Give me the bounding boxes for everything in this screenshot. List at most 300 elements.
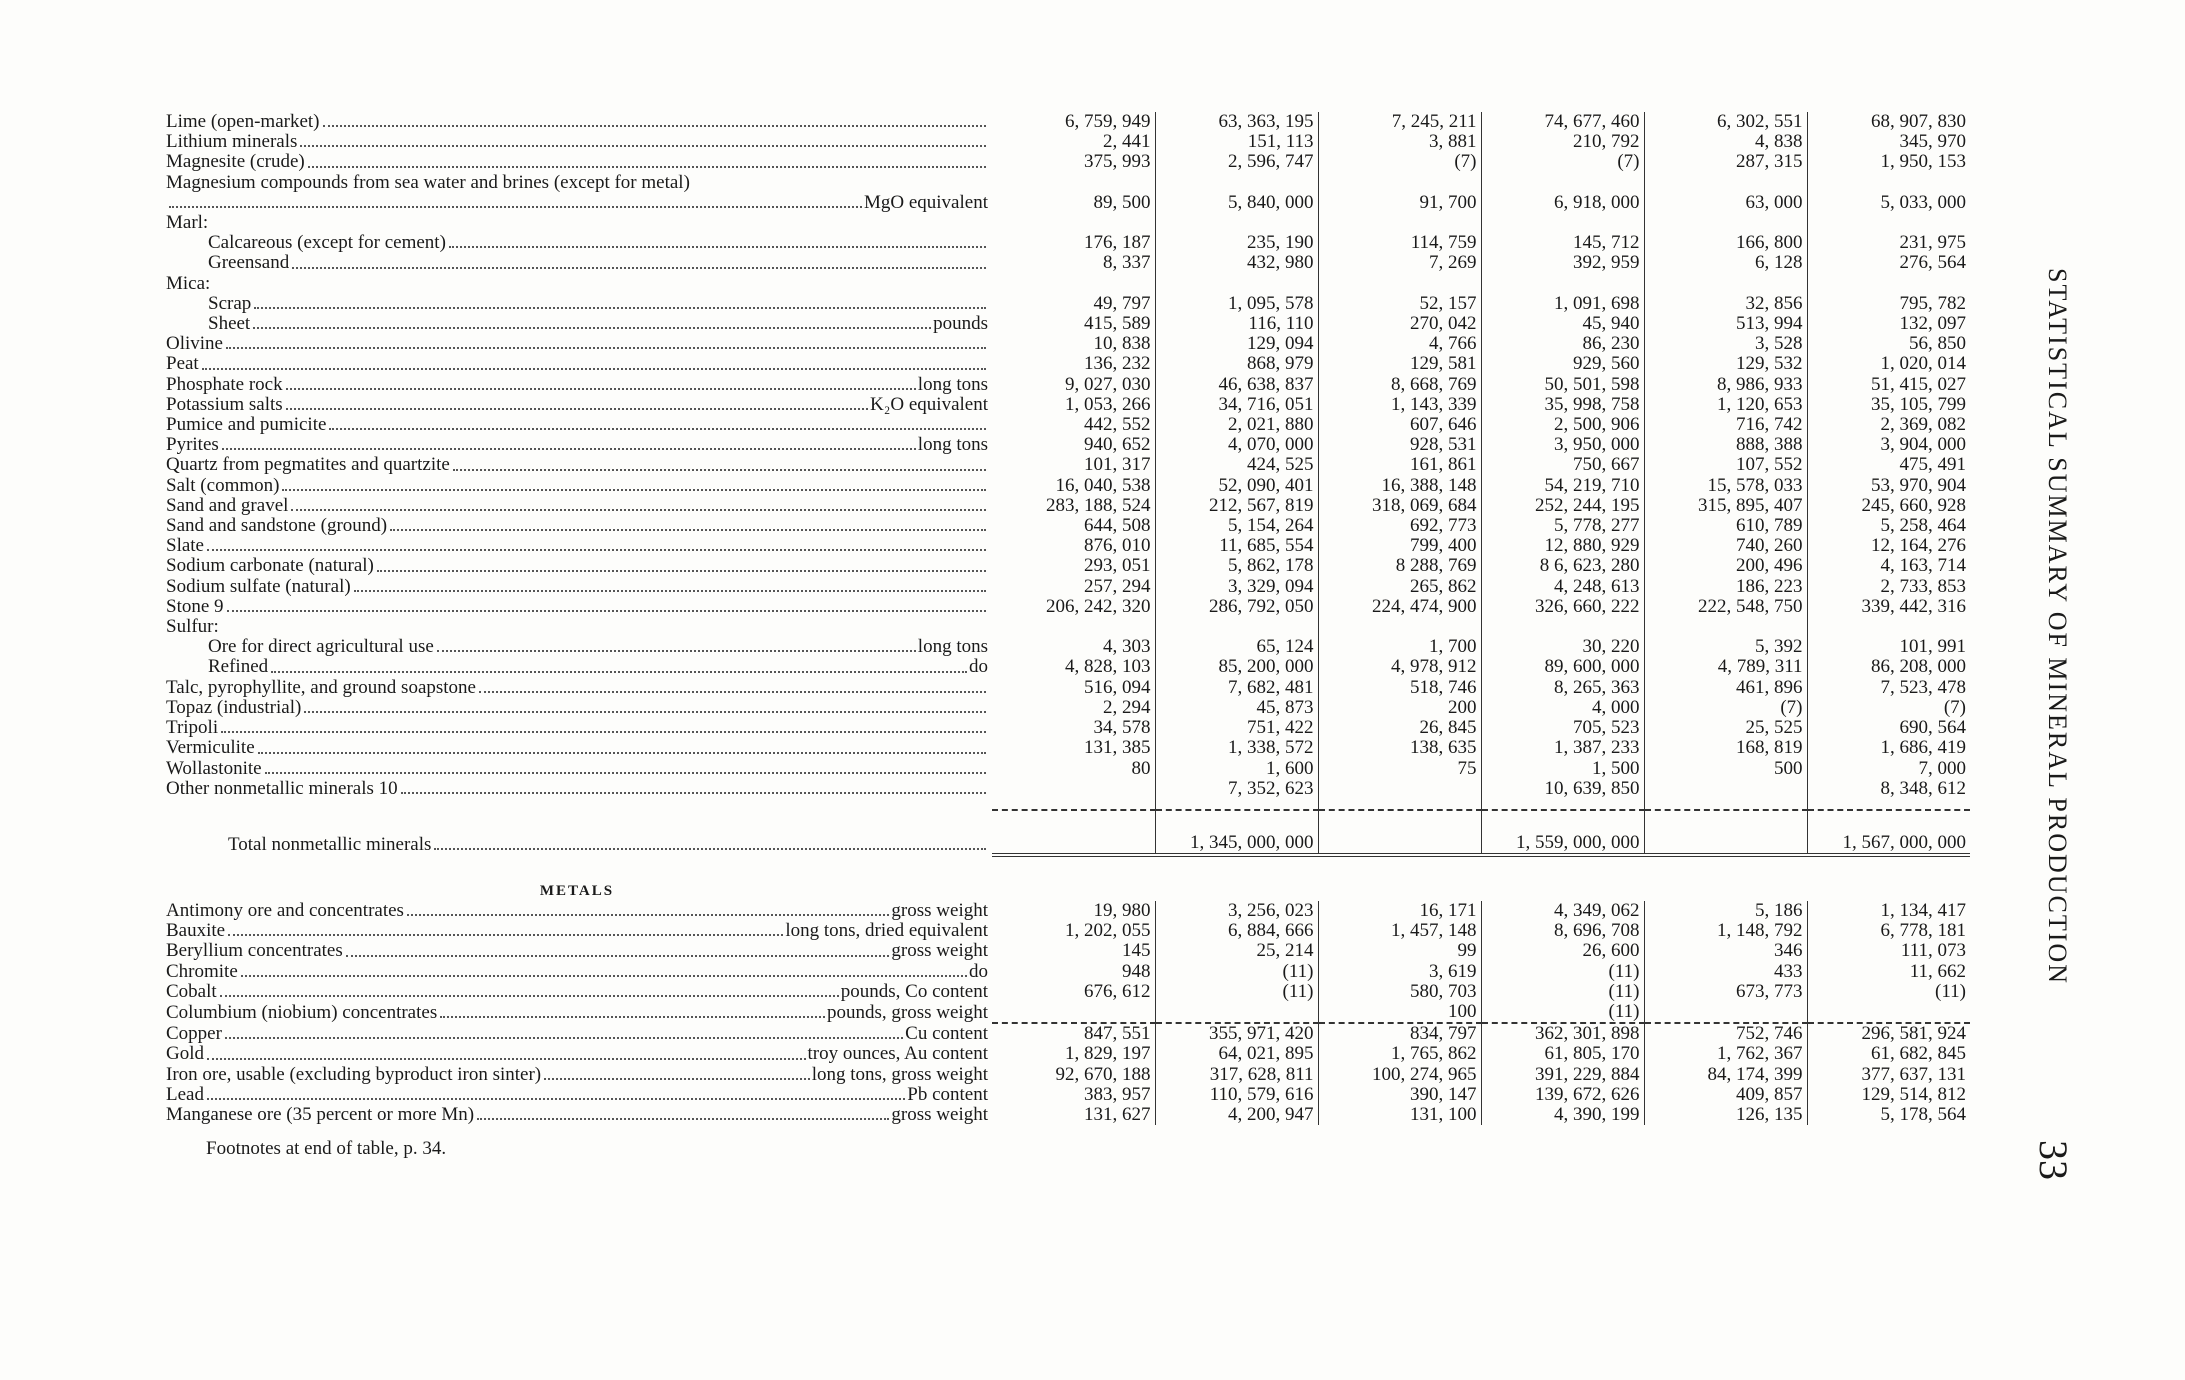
value-cell: 705, 523: [1481, 718, 1644, 738]
value-cell: 91, 700: [1318, 193, 1481, 213]
value-cell: 3, 329, 094: [1155, 577, 1318, 597]
value-cell: 74, 677, 460: [1481, 112, 1644, 132]
value-cell: 318, 069, 684: [1318, 496, 1481, 516]
value-cell: 1, 700: [1318, 637, 1481, 657]
value-cell: 1, 829, 197: [992, 1044, 1155, 1064]
value-cell: 101, 991: [1899, 637, 1966, 658]
dot-leader: [286, 408, 868, 410]
table-row: [162, 718, 1970, 738]
value-cell: 7, 000: [1918, 758, 1966, 779]
value-cell: 63, 000: [1644, 193, 1807, 213]
value-cell: [992, 274, 1155, 294]
value-cell: 63, 363, 195: [1155, 112, 1318, 132]
value-cell: [992, 779, 1155, 799]
value-cell: 716, 742: [1644, 415, 1807, 435]
table-row: [162, 597, 1970, 617]
value-cell: [1318, 274, 1481, 294]
row-label: [162, 678, 992, 698]
value-cell: [1155, 617, 1318, 637]
table-row: [162, 193, 1970, 213]
table-row: [162, 536, 1970, 556]
row-label: [162, 941, 992, 961]
dot-leader: [207, 1098, 905, 1100]
value-cell: 65, 124: [1155, 637, 1318, 657]
row-name: Phosphate rock: [166, 374, 283, 395]
value-cell: 346: [1644, 941, 1807, 961]
table-row: [162, 637, 1970, 657]
value-cell: (11): [1481, 962, 1644, 982]
dot-leader: [323, 125, 986, 127]
value-cell: 355, 971, 420: [1155, 1023, 1318, 1044]
value-cell: 2, 021, 880: [1155, 415, 1318, 435]
value-cell: 8, 265, 363: [1481, 678, 1644, 698]
value-cell: 161, 861: [1318, 455, 1481, 475]
value-cell: 2, 294: [992, 698, 1155, 718]
value-cell: 415, 589: [992, 314, 1155, 334]
value-cell: 1, 134, 417: [1880, 900, 1966, 921]
row-name: Marl:: [166, 213, 209, 234]
row-label: [162, 1044, 992, 1064]
row-name: Sand and sandstone (ground): [166, 516, 388, 537]
value-cell: 92, 670, 188: [992, 1065, 1155, 1085]
value-cell: 1, 120, 653: [1644, 395, 1807, 415]
value-cell: 85, 200, 000: [1155, 657, 1318, 677]
table-row: [162, 375, 1970, 395]
value-cell: 89, 600, 000: [1481, 657, 1644, 677]
row-label: [162, 294, 992, 314]
row-name: Columbium (niobium) concentrates: [166, 1001, 438, 1023]
dot-leader: [401, 792, 986, 794]
value-cell: [1644, 1002, 1807, 1023]
value-cell: 6, 778, 181: [1880, 921, 1966, 942]
dot-leader: [202, 368, 986, 370]
value-cell: 168, 819: [1644, 738, 1807, 758]
value-cell: 377, 637, 131: [1861, 1064, 1966, 1085]
value-cell: [1807, 617, 1970, 637]
value-cell: [1644, 213, 1807, 233]
row-name: Mica:: [166, 273, 211, 294]
table-row: [162, 982, 1970, 1002]
value-cell: 68, 907, 830: [1871, 112, 1966, 132]
row-label: [162, 516, 992, 536]
value-cell: [1807, 213, 1970, 233]
value-cell: 12, 164, 276: [1871, 536, 1966, 557]
table-row: [162, 1105, 1970, 1125]
value-cell: 1, 600: [1155, 759, 1318, 779]
value-cell: 6, 302, 551: [1644, 112, 1807, 132]
value-cell: [1318, 779, 1481, 799]
table-row: [162, 132, 1970, 152]
value-cell: 61, 805, 170: [1481, 1044, 1644, 1064]
row-name: Refined: [208, 657, 269, 678]
row-label: [162, 556, 992, 576]
row-label: [162, 415, 992, 435]
value-cell: 940, 652: [992, 435, 1155, 455]
value-cell: (11): [1481, 1002, 1644, 1023]
value-cell: 1, 950, 153: [1880, 152, 1966, 173]
value-cell: 84, 174, 399: [1644, 1065, 1807, 1085]
table-row: [162, 1023, 1970, 1044]
table-row: [162, 678, 1970, 698]
value-cell: 2, 500, 906: [1481, 415, 1644, 435]
value-cell: 129, 532: [1644, 354, 1807, 374]
value-cell: 409, 857: [1644, 1085, 1807, 1105]
table-row: [162, 455, 1970, 475]
value-cell: 8, 668, 769: [1318, 375, 1481, 395]
value-cell: 89, 500: [992, 193, 1155, 213]
value-cell: 383, 957: [992, 1085, 1155, 1105]
row-name: Potassium salts: [166, 394, 283, 415]
value-cell: 222, 548, 750: [1644, 597, 1807, 617]
row-name: Talc, pyrophyllite, and ground soapstone: [166, 677, 476, 698]
value-cell: 45, 940: [1481, 314, 1644, 334]
value-cell: 4, 828, 103: [992, 657, 1155, 677]
value-cell: 676, 612: [992, 982, 1155, 1002]
value-cell: [992, 173, 1155, 193]
dot-leader: [207, 1058, 806, 1060]
table-row: [162, 1065, 1970, 1085]
value-cell: 868, 979: [1155, 354, 1318, 374]
dot-leader: [258, 752, 986, 754]
value-cell: 4, 200, 947: [1155, 1105, 1318, 1125]
row-unit: long tons, dried equivalent: [785, 921, 988, 942]
row-name: Sulfur:: [166, 617, 219, 638]
value-cell: (11): [1155, 962, 1318, 982]
row-name: Slate: [166, 536, 204, 557]
row-label: [162, 233, 992, 253]
row-name: Greensand: [208, 253, 290, 274]
value-cell: 49, 797: [992, 294, 1155, 314]
value-cell: 283, 188, 524: [992, 496, 1155, 516]
row-label: [162, 354, 992, 374]
value-cell: 52, 090, 401: [1155, 476, 1318, 496]
value-cell: 131, 627: [992, 1105, 1155, 1125]
value-cell: 5, 258, 464: [1880, 516, 1966, 537]
dot-leader: [477, 1118, 889, 1120]
value-cell: 5, 033, 000: [1880, 192, 1966, 213]
value-cell: 129, 094: [1155, 334, 1318, 354]
row-name: Olivine: [166, 334, 223, 355]
dot-leader: [207, 549, 986, 551]
value-cell: 3, 528: [1644, 334, 1807, 354]
value-cell: [992, 617, 1155, 637]
value-cell: 286, 792, 050: [1155, 597, 1318, 617]
row-label: [162, 173, 992, 193]
value-cell: 1, 053, 266: [992, 395, 1155, 415]
value-cell: [1318, 810, 1481, 855]
dot-leader: [434, 848, 986, 850]
value-cell: 4, 000: [1481, 698, 1644, 718]
table-row: [162, 274, 1970, 294]
row-label: [162, 617, 992, 637]
value-cell: 834, 797: [1318, 1023, 1481, 1044]
value-cell: 740, 260: [1644, 536, 1807, 556]
row-name: Sodium carbonate (natural): [166, 556, 374, 577]
value-cell: 4, 070, 000: [1155, 435, 1318, 455]
value-cell: 2, 441: [992, 132, 1155, 152]
value-cell: 265, 862: [1318, 577, 1481, 597]
dot-leader: [308, 166, 986, 168]
rule-row: [162, 799, 1970, 810]
table-row: [162, 1085, 1970, 1105]
table-row: [162, 1002, 1970, 1023]
value-cell: [1644, 779, 1807, 799]
table-row: [162, 152, 1970, 172]
value-cell: 100, 274, 965: [1318, 1065, 1481, 1085]
dot-leader: [440, 1016, 825, 1018]
row-unit: long tons, gross weight: [811, 1064, 988, 1085]
value-cell: 166, 800: [1644, 233, 1807, 253]
value-cell: 692, 773: [1318, 516, 1481, 536]
dot-leader: [286, 388, 916, 390]
value-cell: 4, 766: [1318, 334, 1481, 354]
value-cell: 375, 993: [992, 152, 1155, 172]
value-cell: 6, 759, 949: [992, 112, 1155, 132]
row-label: [162, 395, 992, 415]
table-row: [162, 395, 1970, 415]
value-cell: 61, 682, 845: [1871, 1044, 1966, 1065]
value-cell: 847, 551: [992, 1023, 1155, 1044]
row-name: Salt (common): [166, 475, 280, 496]
value-cell: 86, 208, 000: [1871, 657, 1966, 678]
value-cell: 51, 415, 027: [1871, 374, 1966, 395]
value-cell: 35, 105, 799: [1871, 394, 1966, 415]
value-cell: 424, 525: [1155, 455, 1318, 475]
value-cell: 2, 596, 747: [1155, 152, 1318, 172]
value-cell: 100: [1318, 1002, 1481, 1023]
value-cell: 252, 244, 195: [1481, 496, 1644, 516]
row-label: [162, 334, 992, 354]
table-row: [162, 657, 1970, 677]
value-cell: 101, 317: [992, 455, 1155, 475]
value-cell: 26, 845: [1318, 718, 1481, 738]
value-cell: 7, 523, 478: [1880, 677, 1966, 698]
value-cell: [1318, 617, 1481, 637]
value-cell: 8, 986, 933: [1644, 375, 1807, 395]
value-cell: [1807, 1002, 1970, 1023]
dot-leader: [227, 610, 986, 612]
value-cell: 64, 021, 895: [1155, 1044, 1318, 1064]
table-row: [162, 556, 1970, 576]
value-cell: 2, 733, 853: [1880, 576, 1966, 597]
row-name: Antimony ore and concentrates: [166, 900, 404, 921]
value-cell: 315, 895, 407: [1644, 496, 1807, 516]
value-cell: [1318, 213, 1481, 233]
value-cell: 75: [1318, 759, 1481, 779]
value-cell: [1644, 617, 1807, 637]
value-cell: 12, 880, 929: [1481, 536, 1644, 556]
table-row: [162, 759, 1970, 779]
row-label: [162, 455, 992, 475]
row-name: Pumice and pumicite: [166, 415, 327, 436]
value-cell: 1, 143, 339: [1318, 395, 1481, 415]
value-cell: 53, 970, 904: [1871, 475, 1966, 496]
value-cell: 46, 638, 837: [1155, 375, 1318, 395]
value-cell: 7, 269: [1318, 253, 1481, 273]
row-name: Iron ore, usable (excluding byproduct iron sinter): [166, 1064, 542, 1085]
row-name: Wollastonite: [166, 758, 262, 779]
value-cell: 1, 202, 055: [992, 921, 1155, 941]
value-cell: 4, 978, 912: [1318, 657, 1481, 677]
value-cell: 224, 474, 900: [1318, 597, 1481, 617]
value-cell: [992, 1002, 1155, 1023]
row-name: Topaz (industrial): [166, 697, 302, 718]
row-label: [162, 759, 992, 779]
total-row: [162, 810, 1970, 855]
row-unit: long tons: [917, 374, 988, 395]
row-label: [162, 637, 992, 657]
dot-leader: [222, 448, 916, 450]
value-cell: 1, 567, 000, 000: [1807, 810, 1970, 855]
value-cell: 50, 501, 598: [1481, 375, 1644, 395]
dot-leader: [329, 428, 986, 430]
row-name: Beryllium concentrates: [166, 941, 343, 962]
row-unit: Pb content: [907, 1084, 988, 1105]
value-cell: 8 288, 769: [1318, 556, 1481, 576]
row-label: [162, 213, 992, 233]
row-name: Manganese ore (35 percent or more Mn): [166, 1104, 475, 1125]
page-number: 33: [2031, 1140, 2076, 1180]
value-cell: 433: [1644, 962, 1807, 982]
dot-leader: [453, 469, 986, 471]
table-row: [162, 962, 1970, 982]
value-cell: 52, 157: [1318, 294, 1481, 314]
value-cell: 231, 975: [1899, 233, 1966, 254]
value-cell: 25, 525: [1644, 718, 1807, 738]
value-cell: 99: [1318, 941, 1481, 961]
row-name: Total nonmetallic minerals: [228, 833, 432, 855]
row-label: [162, 435, 992, 455]
value-cell: 26, 600: [1481, 941, 1644, 961]
table-row: [162, 698, 1970, 718]
value-cell: 516, 094: [992, 678, 1155, 698]
dot-leader: [225, 1037, 903, 1039]
value-cell: 80: [992, 759, 1155, 779]
value-cell: 690, 564: [1899, 718, 1966, 739]
value-cell: 1, 338, 572: [1155, 738, 1318, 758]
row-name: Bauxite: [166, 921, 226, 942]
value-cell: 3, 619: [1318, 962, 1481, 982]
value-cell: 461, 896: [1644, 678, 1807, 698]
value-cell: 139, 672, 626: [1481, 1085, 1644, 1105]
value-cell: (7): [1318, 152, 1481, 172]
row-name: Pyrites: [166, 435, 219, 456]
value-cell: [1155, 1002, 1318, 1023]
row-label: [162, 314, 992, 334]
value-cell: (7): [1644, 698, 1807, 718]
value-cell: 132, 097: [1899, 314, 1966, 335]
value-cell: 1, 095, 578: [1155, 294, 1318, 314]
value-cell: 392, 959: [1481, 253, 1644, 273]
value-cell: 34, 716, 051: [1155, 395, 1318, 415]
footnote-reference: Footnotes at end of table, p. 34.: [206, 1138, 447, 1159]
value-cell: 107, 552: [1644, 455, 1807, 475]
dot-leader: [169, 206, 862, 208]
table-row: [162, 233, 1970, 253]
value-cell: 362, 301, 898: [1481, 1023, 1644, 1044]
table-row: [162, 779, 1970, 799]
row-unit: pounds, gross weight: [827, 1001, 988, 1023]
row-label: [162, 152, 992, 172]
value-cell: 1, 765, 862: [1318, 1044, 1481, 1064]
dot-leader: [377, 570, 986, 572]
row-name: Other nonmetallic minerals 10: [166, 778, 398, 799]
value-cell: 5, 840, 000: [1155, 193, 1318, 213]
value-cell: [1318, 173, 1481, 193]
row-label: [162, 597, 992, 617]
value-cell: 799, 400: [1318, 536, 1481, 556]
table-row: [162, 294, 1970, 314]
value-cell: 6, 884, 666: [1155, 921, 1318, 941]
value-cell: 8, 348, 612: [1880, 778, 1966, 799]
row-unit: MgO equivalent: [863, 192, 988, 213]
table-row: [162, 173, 1970, 193]
table-row: [162, 213, 1970, 233]
dot-leader: [254, 307, 986, 309]
row-label: [162, 274, 992, 294]
value-cell: 10, 838: [992, 334, 1155, 354]
value-cell: 4, 303: [992, 637, 1155, 657]
value-cell: 145, 712: [1481, 233, 1644, 253]
dot-leader: [271, 671, 967, 673]
row-label: [162, 476, 992, 496]
table-row: [162, 1044, 1970, 1064]
value-cell: 2, 369, 082: [1880, 415, 1966, 436]
value-cell: 56, 850: [1909, 334, 1966, 355]
value-cell: 5, 178, 564: [1880, 1104, 1966, 1125]
dot-leader: [221, 731, 986, 733]
value-cell: 7, 682, 481: [1155, 678, 1318, 698]
value-cell: 293, 051: [992, 556, 1155, 576]
value-cell: 16, 040, 538: [992, 476, 1155, 496]
value-cell: 1, 148, 792: [1644, 921, 1807, 941]
value-cell: 1, 762, 367: [1644, 1044, 1807, 1064]
row-label: [162, 810, 992, 855]
dot-leader: [407, 914, 889, 916]
value-cell: 3, 904, 000: [1880, 435, 1966, 456]
value-cell: 5, 392: [1644, 637, 1807, 657]
value-cell: 948: [992, 962, 1155, 982]
row-label: [162, 1085, 992, 1105]
value-cell: 257, 294: [992, 577, 1155, 597]
value-cell: 928, 531: [1318, 435, 1481, 455]
value-cell: 235, 190: [1155, 233, 1318, 253]
value-cell: 6, 128: [1644, 253, 1807, 273]
value-cell: 5, 778, 277: [1481, 516, 1644, 536]
row-name: Magnesium compounds from sea water and brines (except for metal): [166, 172, 690, 193]
table-row: [162, 941, 1970, 961]
value-cell: 7, 352, 623: [1155, 779, 1318, 799]
row-label: [162, 132, 992, 152]
value-cell: 114, 759: [1318, 233, 1481, 253]
value-cell: [1155, 173, 1318, 193]
value-cell: 111, 073: [1900, 941, 1966, 962]
value-cell: 391, 229, 884: [1481, 1065, 1644, 1085]
value-cell: 3, 950, 000: [1481, 435, 1644, 455]
metals-heading: METALS: [539, 882, 615, 899]
dot-leader: [304, 711, 986, 713]
table-row: [162, 415, 1970, 435]
value-cell: 45, 873: [1155, 698, 1318, 718]
value-cell: 8, 696, 708: [1481, 921, 1644, 941]
row-name: Tripoli: [166, 718, 219, 739]
row-label: [162, 536, 992, 556]
row-name: Vermiculite: [166, 738, 255, 759]
value-cell: 390, 147: [1318, 1085, 1481, 1105]
value-cell: 1, 457, 148: [1318, 921, 1481, 941]
dot-leader: [354, 590, 986, 592]
value-cell: 752, 746: [1644, 1023, 1807, 1044]
